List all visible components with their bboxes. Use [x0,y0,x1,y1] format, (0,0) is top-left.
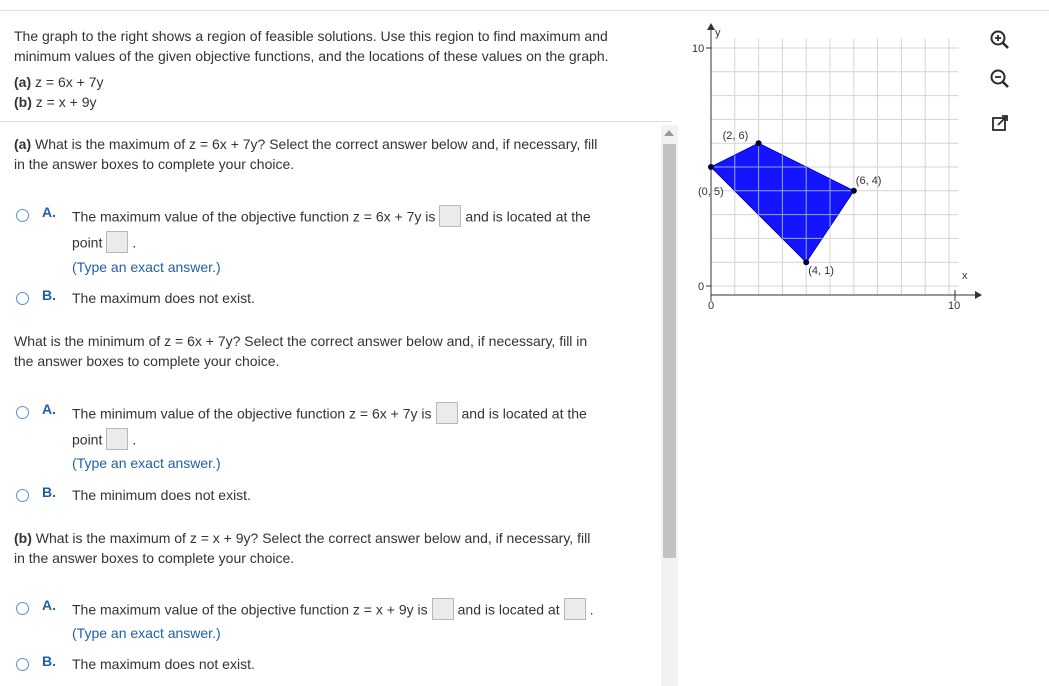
item-b-text: z = x + 9y [35,94,97,110]
b-max-point-answer-box[interactable] [564,598,586,620]
min-value-answer-box[interactable] [436,402,458,424]
vertex-point [708,164,714,170]
zoom-in-button[interactable] [987,27,1013,53]
radio-button[interactable] [16,209,29,222]
vertex-label: (2, 6) [722,130,749,143]
scrollbar-thumb[interactable] [663,144,676,558]
option-a-max[interactable] [16,204,656,287]
option-text-2: and is located at [457,601,560,618]
option-text-2: and is located at the [465,208,591,225]
b-max-value-answer-box[interactable] [432,598,454,620]
option-text-2: and is located at the [461,405,587,422]
question-min-line-2: the answer boxes to complete your choice. [14,353,280,369]
y-tick-label-0: 0 [698,281,705,293]
answer-hint: (Type an exact answer.) [72,625,221,641]
radio-button[interactable] [16,658,29,671]
feasible-region-graph [690,22,990,322]
option-text-line-2: point . [72,233,136,255]
radio-button[interactable] [16,292,29,305]
question-a-max [14,134,654,174]
vertex-point [756,140,762,146]
option-letter: B. [42,287,56,303]
option-text: The maximum value of the objective function z = x + 9y is [72,601,428,618]
zoom-out-button[interactable] [987,66,1013,92]
radio-button[interactable] [16,406,29,419]
top-divider [0,10,1049,11]
item-b-label: (b) [14,94,32,110]
option-letter: A. [42,204,56,220]
radio-button[interactable] [16,489,29,502]
problem-intro [14,26,676,112]
y-axis-arrow-icon [707,23,715,30]
option-b-b-max[interactable] [16,653,416,676]
point-label: point [72,234,103,251]
zoom-in-icon [987,27,1013,53]
question-a-text: What is the maximum of z = 6x + 7y? Select the correct answer below and, if necessary, fill [35,136,598,152]
option-letter: A. [42,401,56,417]
radio-button[interactable] [16,602,29,615]
question-min-line-1: What is the minimum of z = 6x + 7y? Select the correct answer below and, if necessary, fill in [14,333,588,349]
intro-line-2: minimum values of the given objective functions, and the locations of these values on the graph. [14,48,609,64]
zoom-out-icon [987,66,1013,92]
question-a-label: (a) [14,136,32,152]
x-tick-label-10: 10 [948,300,961,312]
min-point-answer-box[interactable] [106,428,128,450]
item-b [14,92,676,112]
option-text: The maximum value of the objective function z = 6x + 7y is [72,208,436,225]
question-b-max [14,528,654,568]
max-value-answer-box[interactable] [439,205,461,227]
x-axis-arrow-icon [975,291,982,299]
popout-icon [987,110,1013,136]
max-point-answer-box[interactable] [106,231,128,253]
option-b-max[interactable] [16,287,416,310]
option-a-b-max[interactable] [16,597,656,650]
vertex-point [851,188,857,194]
option-letter: B. [42,653,56,669]
option-letter: A. [42,597,56,613]
question-b-label: (b) [14,530,32,546]
y-axis-label: y [715,27,721,39]
item-a-text: z = 6x + 7y [35,74,104,90]
option-text-line-1: The maximum value of the objective function z = x + 9y is and is located at . [72,600,593,622]
option-text-line-2: point . [72,430,136,452]
question-a-min [14,331,654,371]
vertex-label: (0, 5) [698,186,724,198]
vertex-label: (4, 1) [808,265,834,278]
option-text-line-1 [72,404,587,426]
option-b-min[interactable] [16,484,416,507]
x-axis-label: x [962,270,968,282]
option-a-min[interactable] [16,401,656,484]
vertex-label: (6, 4) [855,174,882,187]
option-text-line-1 [72,207,591,229]
question-a-line-2: in the answer boxes to complete your choice. [14,156,295,172]
intro-line-1: The graph to the right shows a region of feasible solutions. Use this region to find maximum and [14,28,608,44]
question-b-text: What is the maximum of z = x + 9y? Select the correct answer below and, if necessary, fill [35,530,591,546]
y-tick-label-10: 10 [692,43,705,55]
scroll-up-arrow-icon[interactable] [664,130,674,136]
answer-hint: (Type an exact answer.) [72,455,221,471]
item-a [14,72,676,92]
option-text: The minimum value of the objective function z = 6x + 7y is [72,405,432,422]
point-label: point [72,431,103,448]
question-b-line-2: in the answer boxes to complete your choice. [14,550,295,566]
option-letter: B. [42,484,56,500]
popout-button[interactable] [987,110,1013,136]
option-text: The minimum does not exist. [72,487,251,503]
section-divider [0,121,672,122]
question-a-line-1 [14,134,654,154]
x-tick-label-0: 0 [708,300,715,312]
option-text: The maximum does not exist. [72,656,255,672]
option-text: The maximum does not exist. [72,290,255,306]
item-a-label: (a) [14,74,32,90]
answer-hint: (Type an exact answer.) [72,259,221,275]
question-b-line-1 [14,528,654,548]
